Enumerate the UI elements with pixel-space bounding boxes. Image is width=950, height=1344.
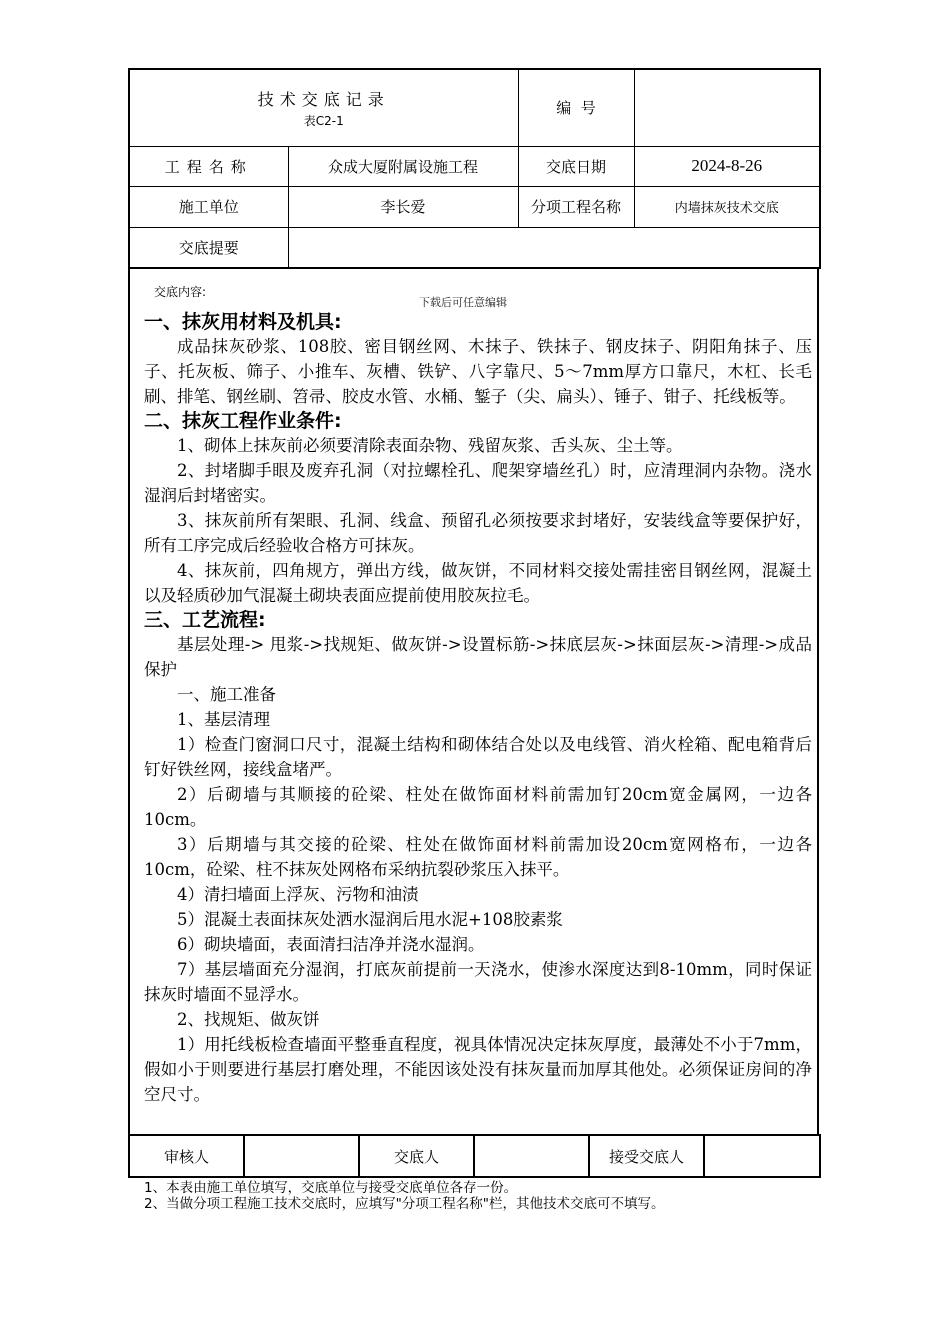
paragraph: 基层处理-> 甩浆->找规矩、做灰饼->设置标筋->抹底层灰->抹面层灰->清理->成品保护 [144,635,812,679]
discloser-value [474,1135,589,1177]
receiver-value [704,1135,820,1177]
summary-label: 交底提要 [129,227,288,268]
content-label: 交底内容: [154,285,207,299]
section-heading-materials: 一、抹灰用材料及机具: [144,311,342,333]
form-title-cell [129,69,518,146]
paragraph: 4）清扫墙面上浮灰、污物和油渍 [177,885,419,904]
paragraph: 2、找规矩、做灰饼 [177,1010,320,1029]
date-label: 交底日期 [518,146,634,186]
footnote: 1、本表由施工单位填写，交底单位与接受交底单位各存一份。 [144,1180,518,1196]
paragraph: 3、抹灰前所有架眼、孔洞、线盒、预留孔必须按要求封堵好，安装线盒等要保护好，所有工序完成后经验收合格方可抹灰。 [144,511,812,555]
disclosure-content-box [128,269,819,1135]
project-name-label: 工程名称 [129,146,288,186]
paragraph: 3）后期墙与其交接的砼梁、柱处在做饰面材料前需加设20cm宽网格布，一边各10cm，砼梁、柱不抹灰处网格布采纳抗裂砂浆压入抹平。 [144,835,812,879]
section-heading-process: 三、工艺流程: [144,609,266,631]
disclosure-form [128,68,819,1135]
form-number: 表C2-1 [303,113,344,128]
reviewer-value [244,1135,359,1177]
paragraph: 4、抹灰前，四角规方，弹出方线，做灰饼，不同材料交接处需挂密目钢丝网，混凝土以及轻质砂加气混凝土砌块表面应提前使用胶灰拉毛。 [144,561,812,605]
footnote: 2、当做分项工程施工技术交底时，应填写"分项工程名称"栏，其他技术交底可不填写。 [144,1196,665,1212]
paragraph: 2、封堵脚手眼及废弃孔洞（对拉螺栓孔、爬架穿墙丝孔）时，应清理洞内杂物。浇水湿润后封堵密实。 [144,461,812,505]
paragraph: 1）检查门窗洞口尺寸，混凝土结构和砌体结合处以及电线管、消火栓箱、配电箱背后钉好铁丝网，接线盒堵严。 [144,735,812,779]
contractor-label: 施工单位 [129,186,288,227]
number-value [634,69,820,146]
disclosure-content [144,282,812,1107]
section-heading-conditions: 二、抹灰工程作业条件: [144,410,342,432]
paragraph: 1、砌体上抹灰前必须要清除表面杂物、残留灰浆、舌头灰、尘土等。 [177,436,683,455]
number-label: 编 号 [518,69,634,146]
date-value: 2024-8-26 [634,146,820,186]
footnotes [144,1180,665,1212]
subproject-value: 内墙抹灰技术交底 [634,186,820,227]
paragraph: 7）基层墙面充分湿润，打底灰前提前一天浇水，使渗水深度达到8-10mm，同时保证抹灰时墙面不显浮水。 [144,960,812,1004]
paragraph: 6）砌块墙面，表面清扫洁净并浇水湿润。 [177,935,485,954]
paragraph: 2）后砌墙与其顺接的砼梁、柱处在做饰面材料前需加钉20cm宽金属网，一边各10cm。 [144,785,812,829]
project-name-value: 众成大厦附属设施工程 [288,146,518,186]
header-table [128,68,821,269]
contractor-value: 李长爱 [288,186,518,227]
paragraph: 一、施工准备 [177,685,276,704]
form-title: 技术交底记录 [257,89,390,109]
discloser-label: 交底人 [359,1135,474,1177]
paragraph: 1）用托线板检查墙面平整垂直程度，视具体情况决定抹灰厚度，最薄处不小于7mm，假如小于则要进行基层打磨处理，不能因该处没有抹灰量而加厚其他处。必须保证房间的净空尺寸。 [144,1035,812,1104]
paragraph: 成品抹灰砂浆、108胶、密目钢丝网、木抹子、铁抹子、钢皮抹子、阴阳角抹子、压子、托灰板、筛子、小推车、灰槽、铁铲、八字靠尺、5～7mm厚方口靠尺，木杠、长毛刷、排笔、钢丝刷、笤帚、胶皮水管、水桶、錾子（尖、扁头）、锤子、钳子、托线板等。 [144,337,812,406]
reviewer-label: 审核人 [129,1135,244,1177]
paragraph: 5）混凝土表面抹灰处洒水湿润后甩水泥+108胶素浆 [177,910,563,929]
receiver-label: 接受交底人 [589,1135,704,1177]
subproject-label: 分项工程名称 [518,186,634,227]
paragraph: 1、基层清理 [177,710,270,729]
summary-value [288,227,820,268]
watermark-text: 下载后可任意编辑 [419,296,507,309]
signature-table [128,1134,821,1178]
